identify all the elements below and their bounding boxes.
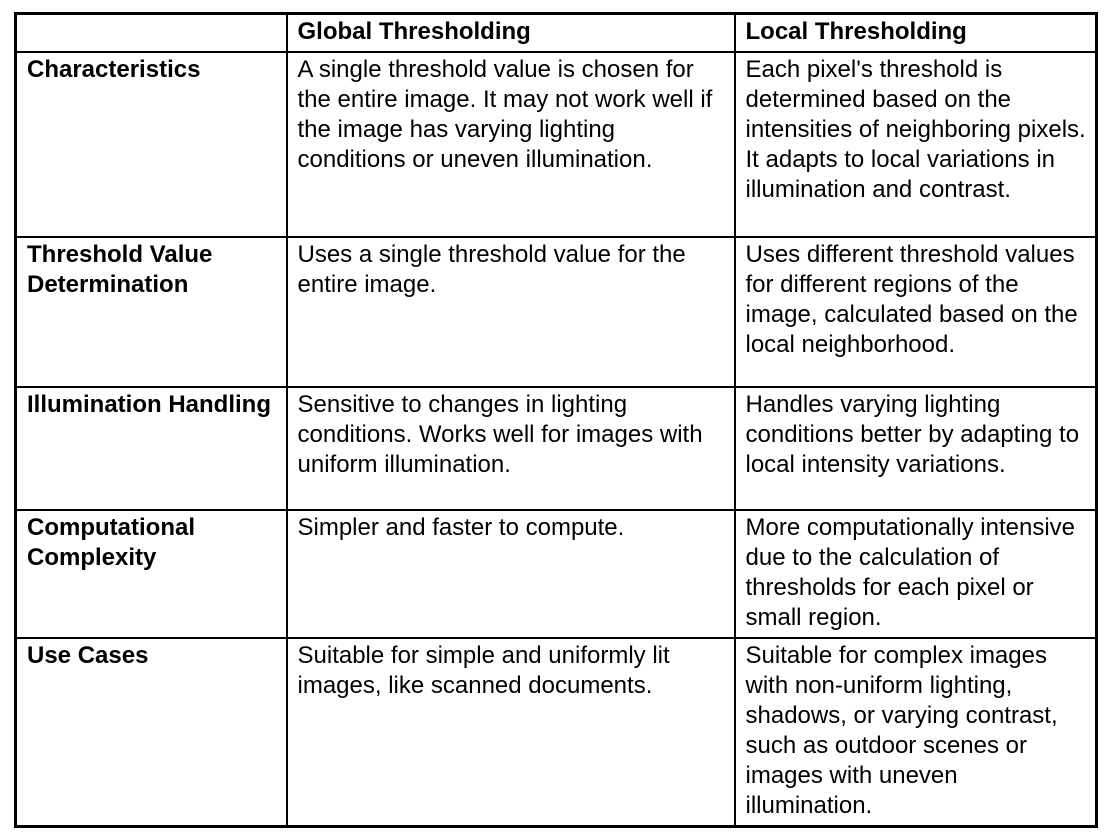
table-row [16, 510, 1097, 638]
cell-characteristics-local: Each pixel's threshold is determined based on the intensities of neighboring pixels. It adapts to local variations in illumination and contrast. [735, 52, 1097, 237]
cell-use-cases-global: Suitable for simple and uniformly lit images, like scanned documents. [287, 638, 735, 827]
header-global-thresholding: Global Thresholding [287, 14, 735, 53]
cell-computational-local: More computationally intensive due to the calculation of thresholds for each pixel or small region. [735, 510, 1097, 638]
row-label-threshold-value-determination: Threshold Value Determination [16, 237, 287, 387]
cell-threshold-value-local: Uses different threshold values for different regions of the image, calculated based on the local neighborhood. [735, 237, 1097, 387]
header-local-thresholding: Local Thresholding [735, 14, 1097, 53]
table-row [16, 52, 1097, 237]
cell-use-cases-local: Suitable for complex images with non-uniform lighting, shadows, or varying contrast, such as outdoor scenes or images with uneven illumination. [735, 638, 1097, 827]
header-blank-cell [16, 14, 287, 53]
table-row [16, 638, 1097, 827]
table-header-row [16, 14, 1097, 53]
cell-threshold-value-global: Uses a single threshold value for the entire image. [287, 237, 735, 387]
table-row [16, 387, 1097, 510]
cell-illumination-global: Sensitive to changes in lighting conditions. Works well for images with uniform illumination. [287, 387, 735, 510]
cell-computational-global: Simpler and faster to compute. [287, 510, 735, 638]
comparison-table [14, 12, 1098, 828]
cell-illumination-local: Handles varying lighting conditions better by adapting to local intensity variations. [735, 387, 1097, 510]
row-label-illumination-handling: Illumination Handling [16, 387, 287, 510]
cell-characteristics-global: A single threshold value is chosen for the entire image. It may not work well if the image has varying lighting conditions or uneven illumination. [287, 52, 735, 237]
row-label-use-cases: Use Cases [16, 638, 287, 827]
row-label-characteristics: Characteristics [16, 52, 287, 237]
table-row [16, 237, 1097, 387]
row-label-computational-complexity: Computational Complexity [16, 510, 287, 638]
